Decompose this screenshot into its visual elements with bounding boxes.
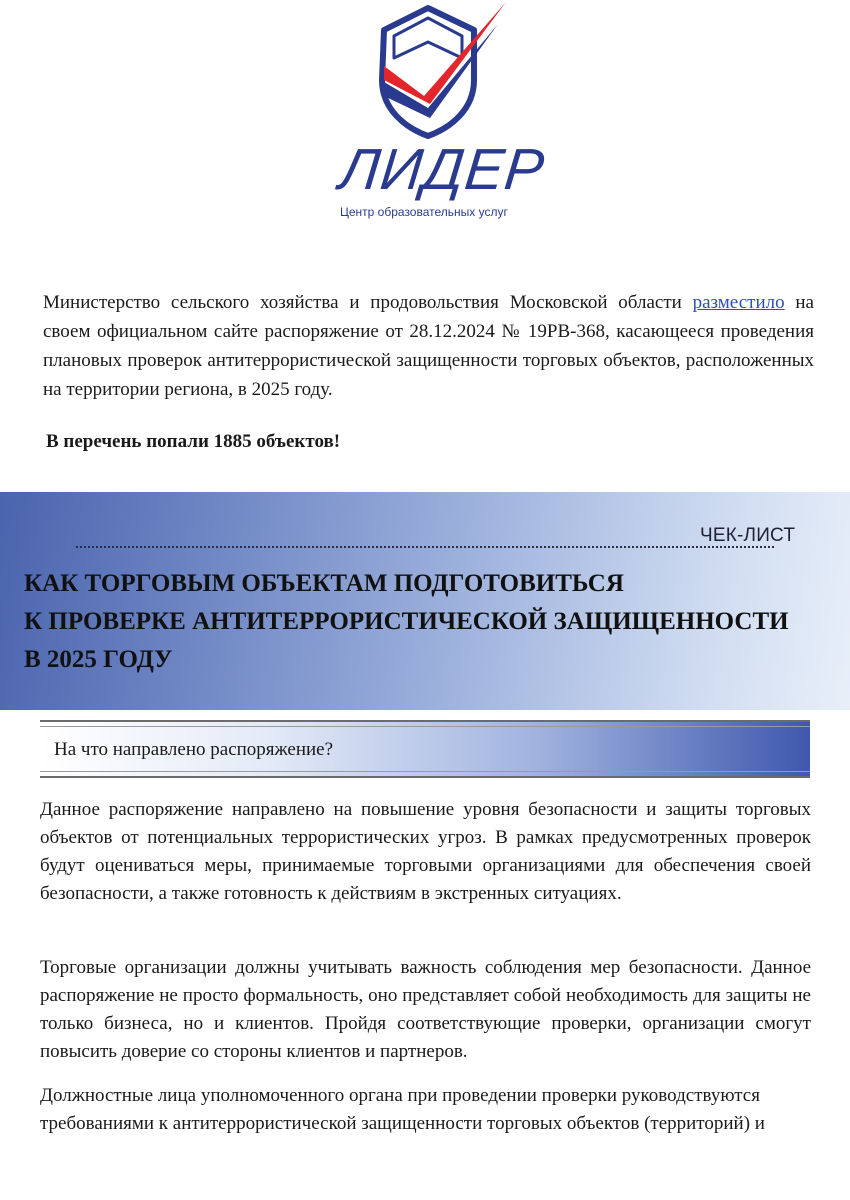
section-rule-top [40, 726, 810, 727]
section-rule-bottom [40, 771, 810, 772]
banner-divider [76, 546, 774, 548]
logo [0, 0, 850, 230]
checklist-label: ЧЕК-ЛИСТ [700, 525, 796, 546]
objects-count-highlight: В перечень попали 1885 объектов! [46, 431, 341, 452]
shield-inner [394, 18, 462, 58]
logo-wordmark: ЛИДЕР [336, 137, 548, 202]
body-paragraph-1: Данное распоряжение направлено на повышение уровня безопасности и защиты торговых объектов от потенциальных террористических угроз. В рамках предусмотренных проверок будут оцениваться меры, принимаемые торговыми организациями для обеспечения своей безопасности, а также готовность к действиям в экстренных ситуациях. [40, 799, 811, 904]
section-title: На что направлено распоряжение? [54, 739, 334, 760]
checklist-banner [0, 492, 850, 710]
logo-tagline: Центр образовательных услуг [340, 205, 508, 219]
section-header [40, 720, 810, 778]
intro-paragraph [43, 288, 814, 404]
body-paragraph-2: Торговые организации должны учитывать важность соблюдения мер безопасности. Данное распоряжение не просто формальность, оно представляет собой необходимость для защиты не только бизнеса, но и клиентов. Пройдя соответствующие проверки, организации смогут повысить доверие со стороны клиентов и партнеров. [40, 957, 811, 1062]
body-paragraph-3: Должностные лица уполномоченного органа при проведении проверки руководствуются требованиями к антитеррористической защищенности торговых объектов (территорий) и [40, 1085, 765, 1134]
intro-text-end: на своем официальном сайте распоряжение от 28.12.2024 № 19РВ-368, касающееся проведения плановых проверок антитеррористической защищенности торговых объектов, расположенных на территории региона, в 2025 году. [43, 292, 814, 400]
banner-title: КАК ТОРГОВЫМ ОБЪЕКТАМ ПОДГОТОВИТЬСЯ К ПРОВЕРКЕ АНТИТЕРРОРИСТИЧЕСКОЙ ЗАЩИЩЕННОСТИ В 2025 ГОДУ [24, 570, 789, 673]
intro-text-start: Министерство сельского хозяйства и продовольствия Московской области [43, 292, 693, 313]
shield-check-icon [370, 0, 510, 140]
source-link[interactable]: разместило [692, 292, 785, 313]
check-blue [384, 24, 498, 118]
